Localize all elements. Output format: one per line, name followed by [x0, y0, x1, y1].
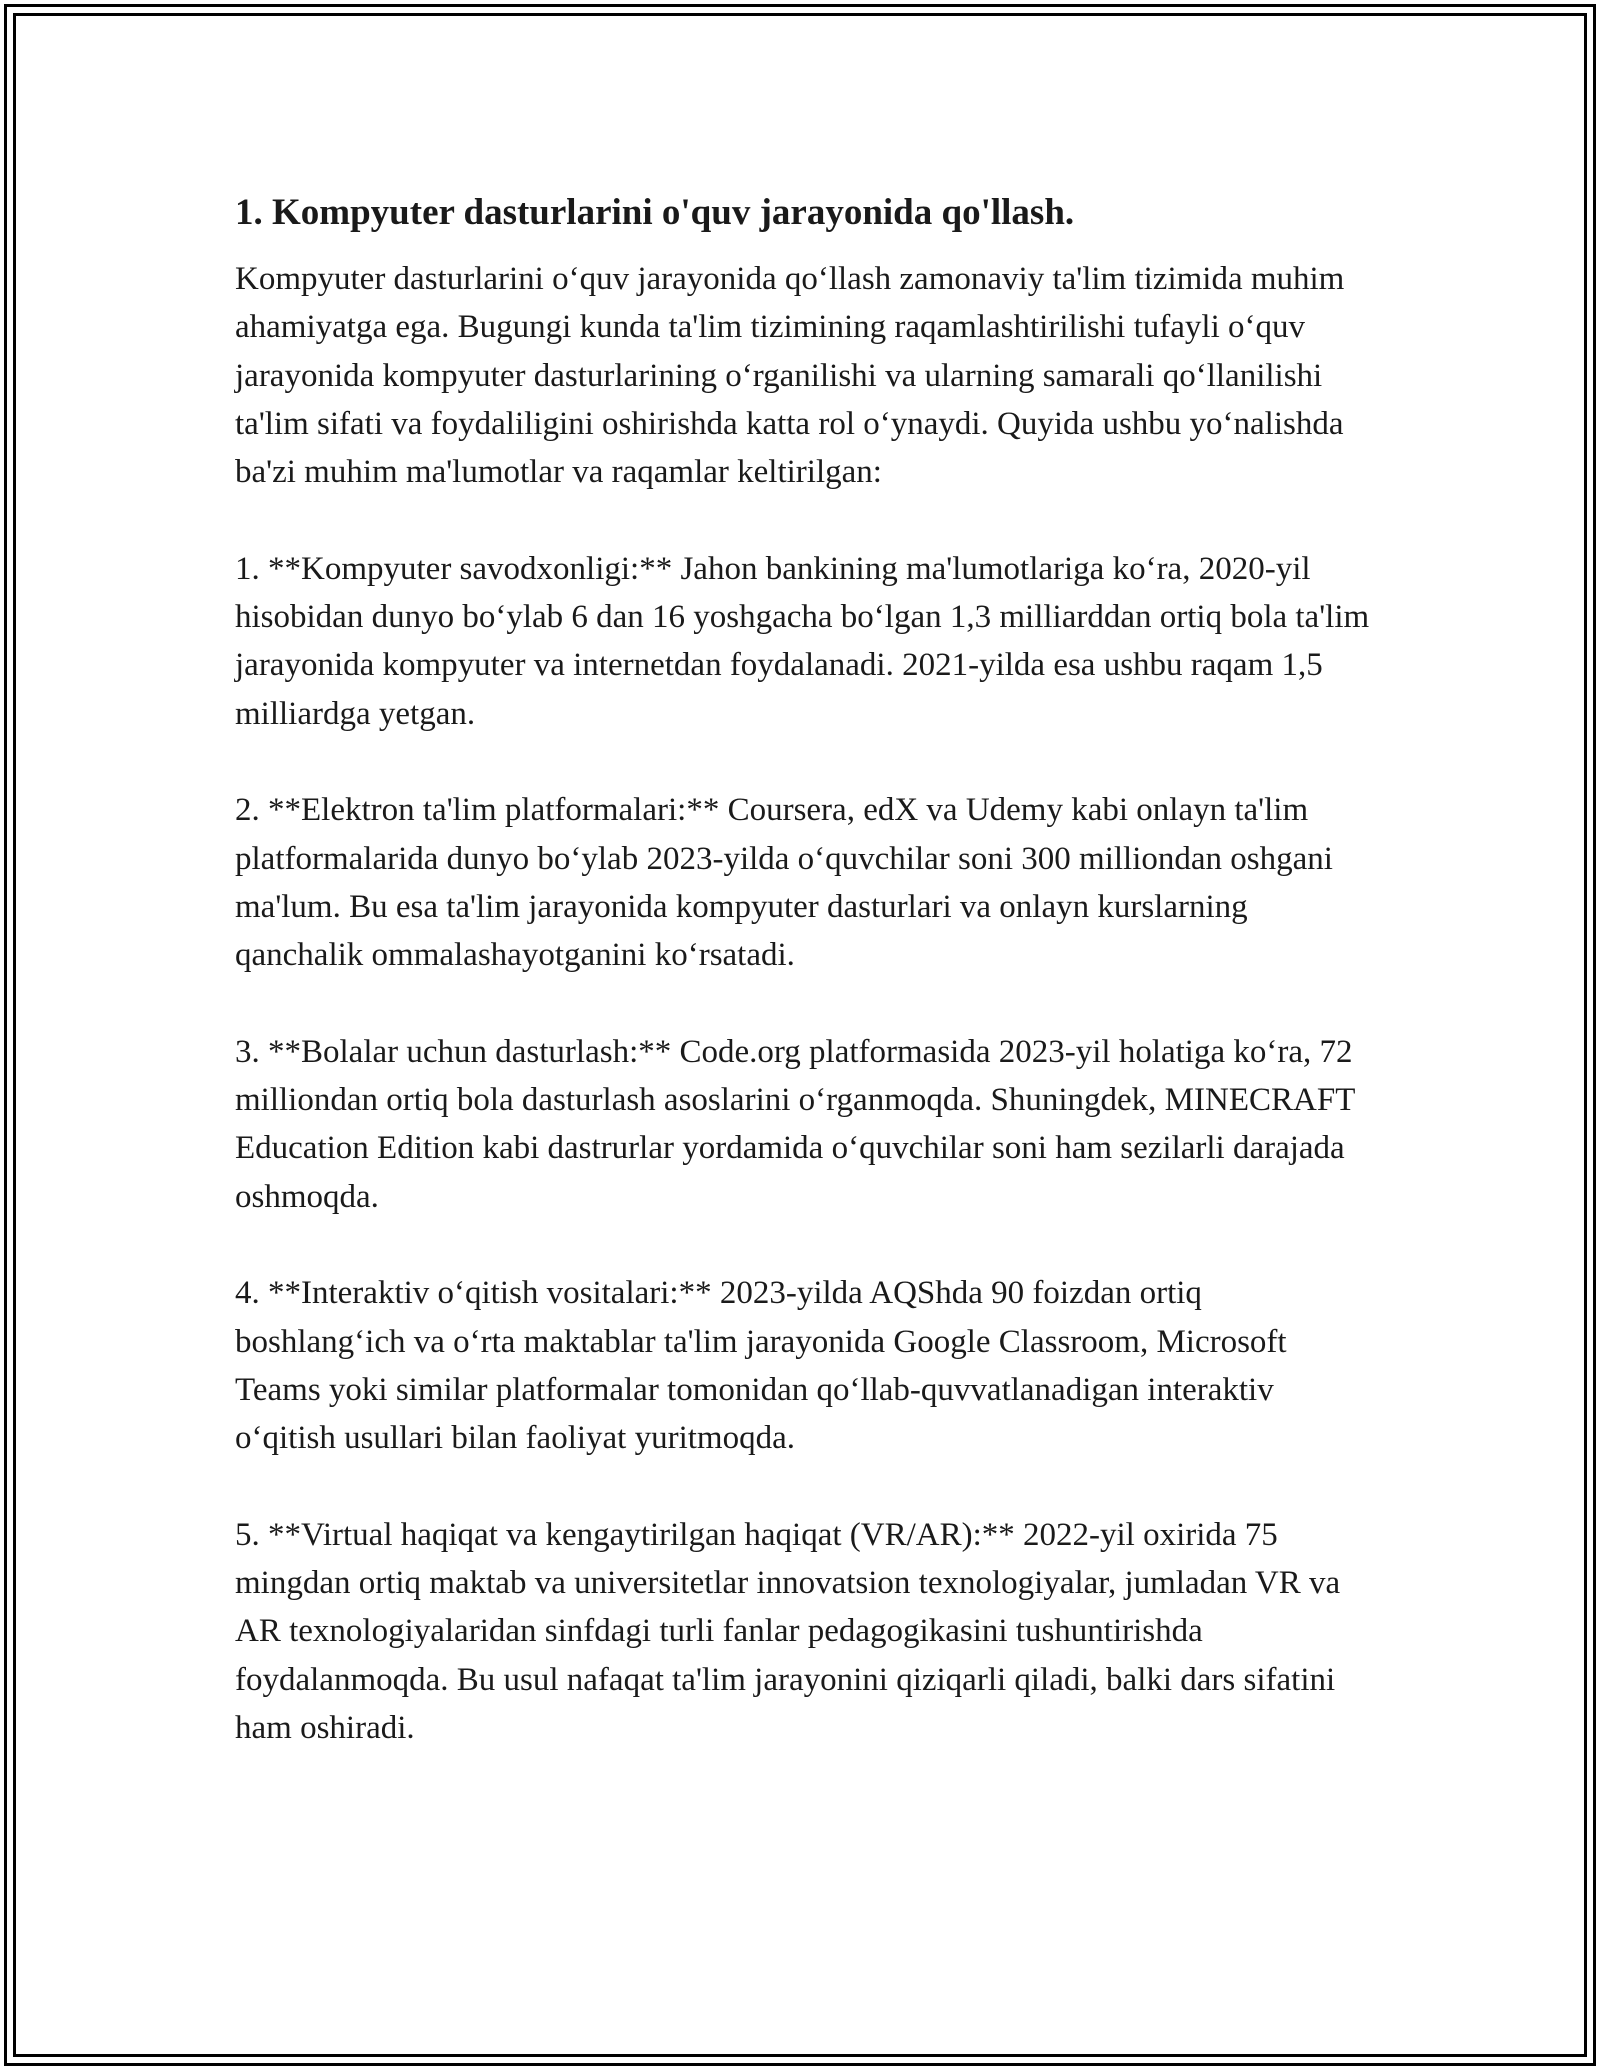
document-title: 1. Kompyuter dasturlarini o'quv jarayonida qo'llash. — [235, 192, 1075, 233]
list-item-vr-ar: 5. **Virtual haqiqat va kengaytirilgan haqiqat (VR/AR):** 2022-yil oxirida 75 mingdan ortiq maktab va universitetlar innovatsion texnologiyalar, jumladan VR va AR texnologiyalaridan sinfdagi turli fanlar pedagogikasini tushuntirishda foydalanmoqda. Bu usul nafaqat ta'lim jarayonini qiziqarli qiladi, balki dars sifatini ham oshiradi. — [235, 1516, 1341, 1746]
list-item-computer-literacy: 1. **Kompyuter savodxonligi:** Jahon bankining ma'lumotlariga ko‘ra, 2020-yil hisobidan dunyo bo‘ylab 6 dan 16 yoshgacha bo‘lgan 1,3 milliarddan ortiq bola ta'lim jarayonida kompyuter va internetdan foydalanadi. 2021-yilda esa ushbu raqam 1,5 milliardga yetgan. — [235, 550, 1370, 732]
list-item-e-learning-platforms: 2. **Elektron ta'lim platformalari:** Coursera, edX va Udemy kabi onlayn ta'lim platformalarida dunyo bo‘ylab 2023-yilda o‘quvchilar soni 300 milliondan oshgani ma'lum. Bu esa ta'lim jarayonida kompyuter dasturlari va onlayn kurslarning qanchalik ommalashayotganini ko‘rsatadi. — [235, 792, 1333, 974]
intro-paragraph: Kompyuter dasturlarini o‘quv jarayonida qo‘llash zamonaviy ta'lim tizimida muhim ahamiyatga ega. Bugungi kunda ta'lim tizimining raqamlashtirilishi tufayli o‘quv jarayonida kompyuter dasturlarining o‘rganilishi va ularning samarali qo‘llanilishi ta'lim sifati va foydaliligini oshirishda katta rol o‘ynaydi. Quyida ushbu yo‘nalishda ba'zi muhim ma'lumotlar va raqamlar keltirilgan: — [235, 261, 1345, 491]
list-item-interactive-tools: 4. **Interaktiv o‘qitish vositalari:** 2023-yilda AQShda 90 foizdan ortiq boshlang‘ich va o‘rta maktablar ta'lim jarayonida Google Classroom, Microsoft Teams yoki similar platformalar tomonidan qo‘llab-quvvatlanadigan interaktiv o‘qitish usullari bilan faoliyat yuritmoqda. — [235, 1275, 1287, 1457]
list-item-coding-for-kids: 3. **Bolalar uchun dasturlash:** Code.org platformasida 2023-yil holatiga ko‘ra, 72 milliondan ortiq bola dasturlash asoslarini o‘rganmoqda. Shuningdek, MINECRAFT Education Edition kabi dastrurlar yordamida o‘quvchilar soni ham sezilarli darajada oshmoqda. — [235, 1033, 1355, 1215]
document-body — [235, 185, 1375, 1752]
